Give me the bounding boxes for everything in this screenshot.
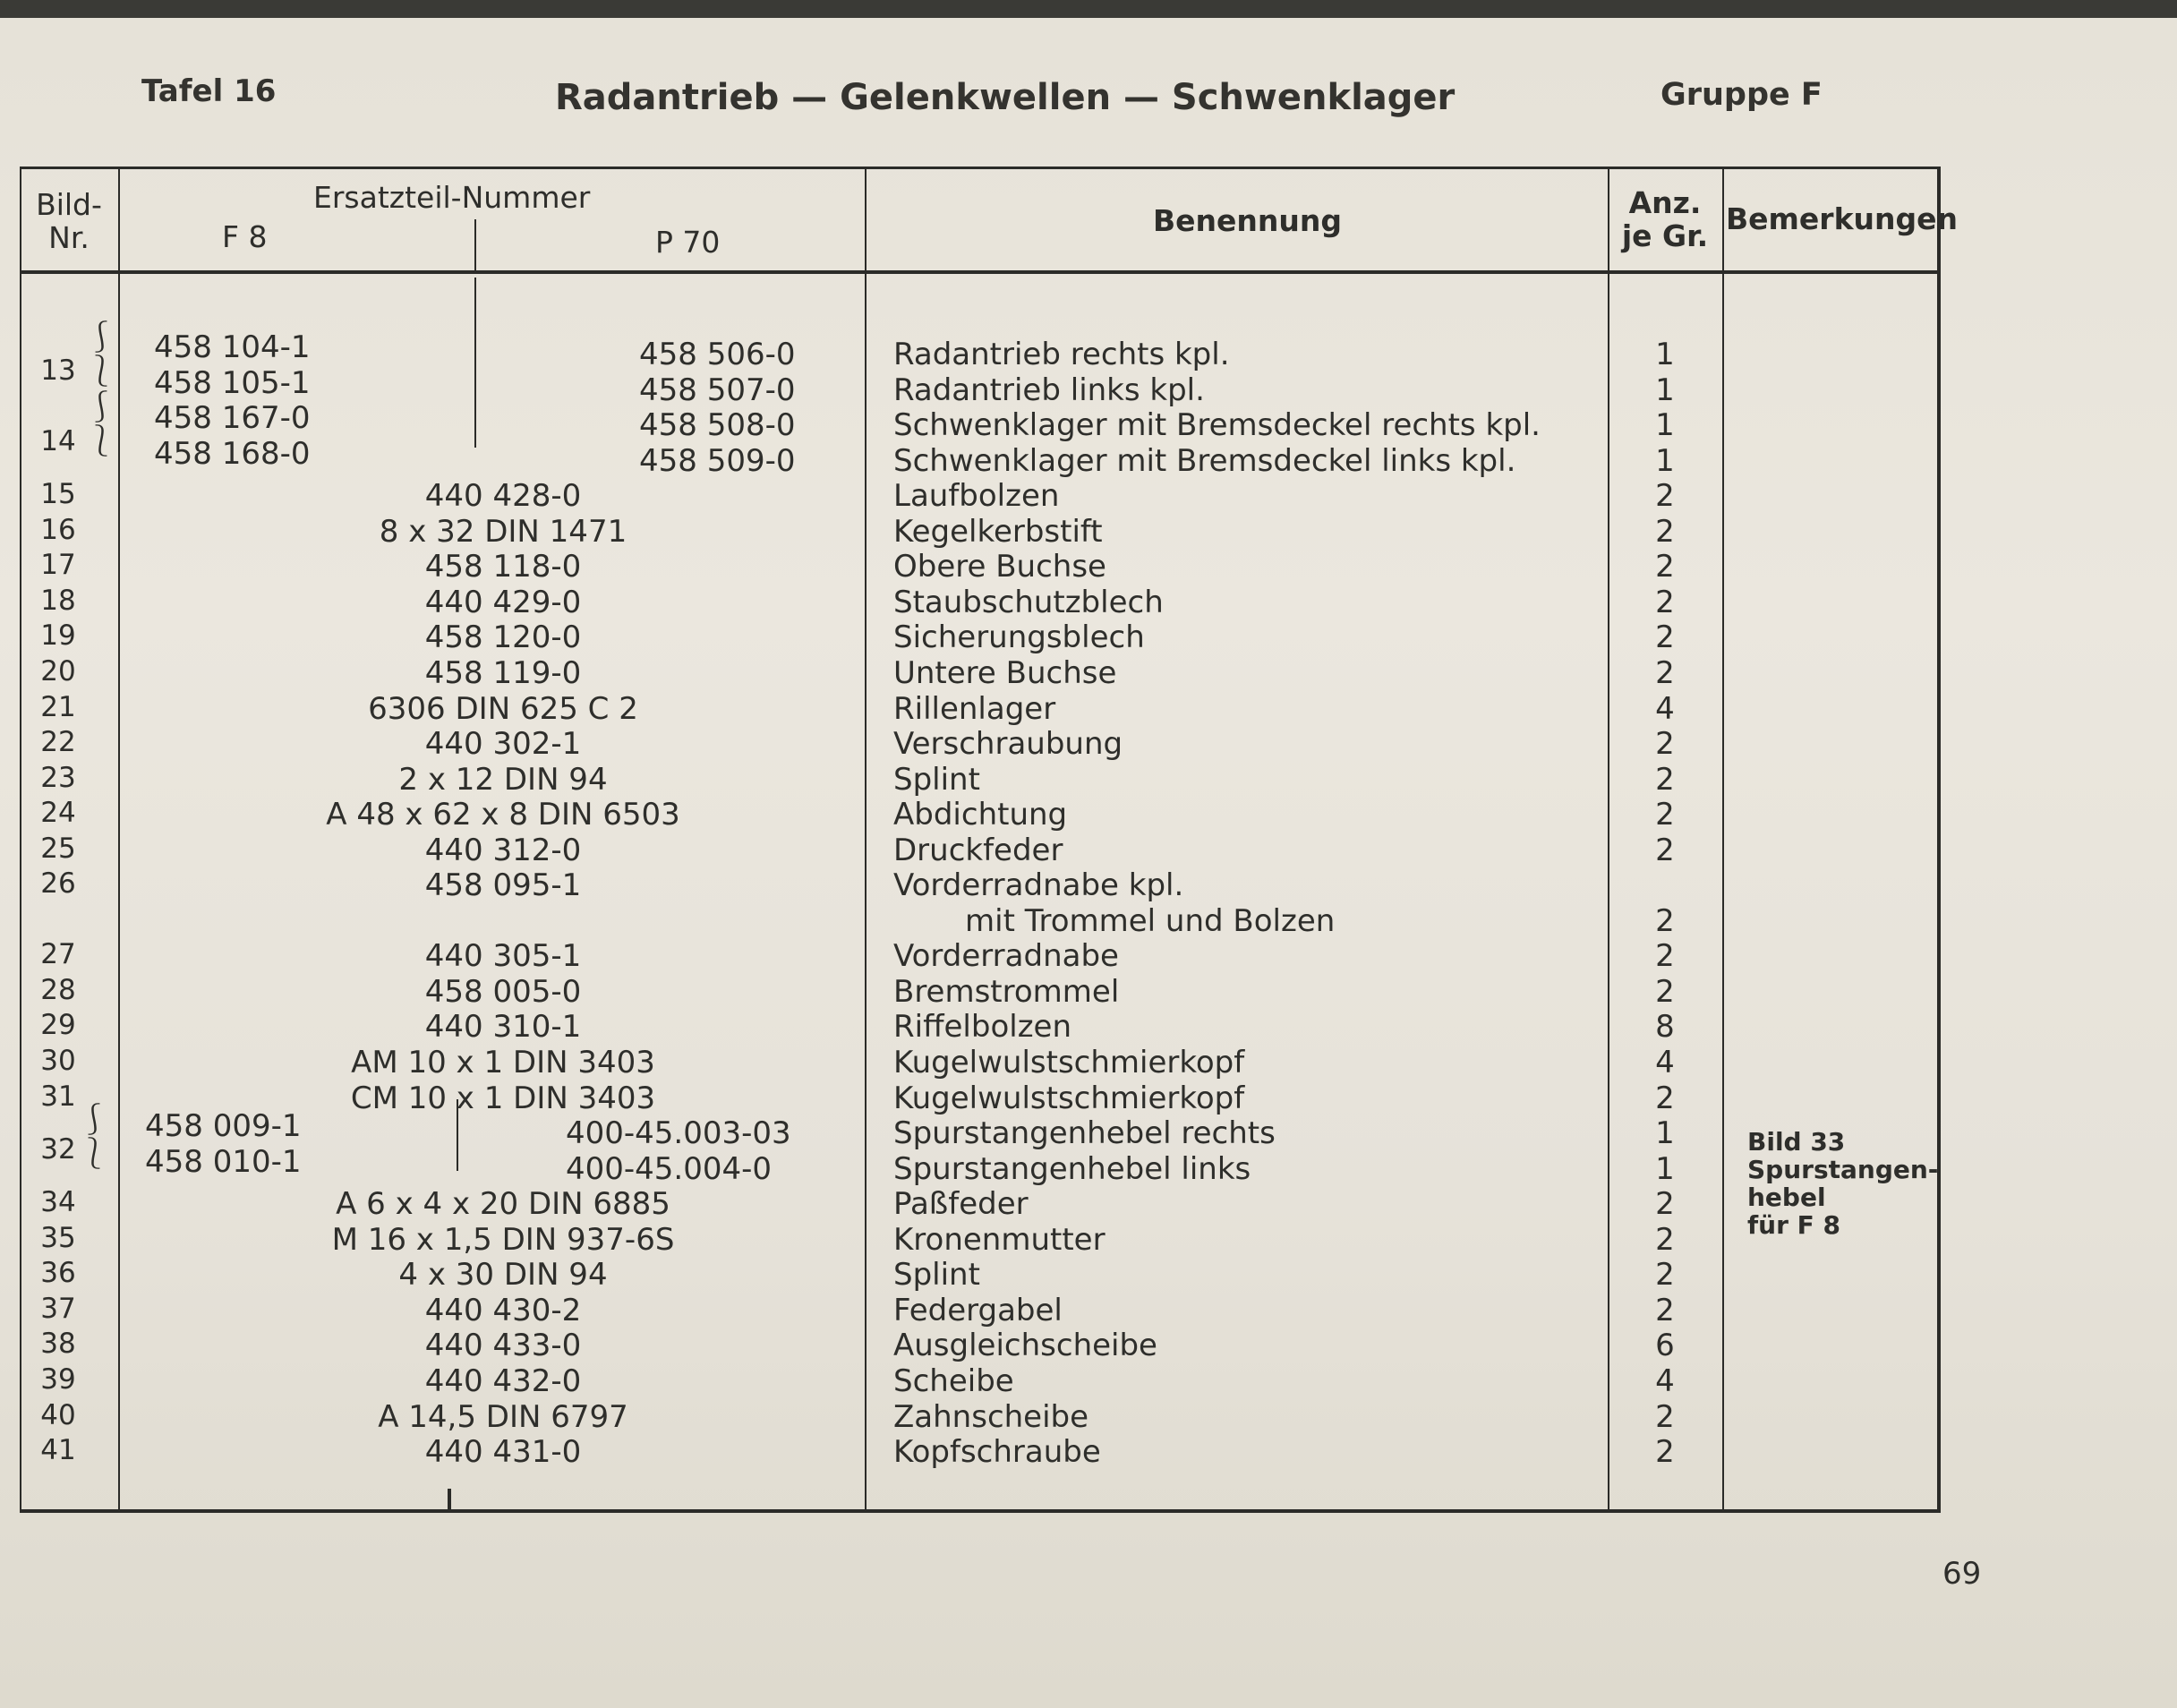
bild-nr: 15 (40, 478, 76, 511)
part-number: 458 120-0 (424, 619, 582, 656)
bild-nr: 37 (40, 1292, 76, 1325)
quantity: 1 (1655, 371, 1675, 408)
part-name: Federgabel (893, 1292, 1063, 1328)
group-label: Gruppe F (1660, 77, 1823, 113)
quantity: 4 (1655, 1362, 1675, 1399)
part-number: 440 429-0 (424, 584, 582, 620)
part-number: M 16 x 1,5 DIN 937-6S (331, 1221, 675, 1258)
part-name: Radantrieb rechts kpl. (893, 337, 1230, 372)
col-header-bemerkungen: Bemerkungen (1726, 201, 1959, 236)
bild-nr: 41 (40, 1434, 76, 1467)
part-number-f8: 458 009-1 (145, 1108, 302, 1145)
col-header-bild-nr (36, 188, 102, 254)
table-label: Tafel 16 (141, 73, 277, 109)
part-name: Druckfeder (893, 832, 1063, 868)
part-number-p70: 458 507-0 (639, 371, 796, 408)
part-number-f8: 458 105-1 (154, 364, 311, 401)
part-number: A 6 x 4 x 20 DIN 6885 (336, 1186, 670, 1223)
brace-32: ⎰ ⎱ (79, 1102, 109, 1172)
quantity: 2 (1655, 902, 1675, 939)
part-name: Riffelbolzen (893, 1009, 1072, 1046)
bild-nr: 30 (40, 1045, 76, 1077)
bild-nr: 34 (40, 1186, 76, 1219)
col-divider-f8-p70-13-14 (474, 278, 476, 448)
part-number: A 14,5 DIN 6797 (378, 1398, 628, 1435)
col-divider-bild (118, 167, 120, 1510)
part-number: 4 x 30 DIN 94 (398, 1257, 608, 1294)
bild-nr: 20 (40, 654, 76, 687)
part-number-p70: 458 508-0 (639, 407, 796, 444)
quantity: 6 (1655, 1328, 1675, 1364)
part-number-f8: 458 168-0 (154, 435, 311, 472)
part-name: Kronenmutter (893, 1221, 1106, 1258)
col-divider-bemerkungen (1722, 167, 1724, 1510)
bild-nr: 22 (40, 726, 76, 759)
part-name: Kugelwulstschmierkopf (893, 1080, 1245, 1116)
part-name: Zahnscheibe (893, 1398, 1089, 1435)
remark-bild-33 (1747, 1128, 1938, 1239)
bild-nr: 31 (40, 1080, 76, 1113)
bild-nr: 36 (40, 1257, 76, 1290)
quantity: 2 (1655, 1186, 1675, 1223)
quantity: 1 (1655, 337, 1675, 372)
quantity: 2 (1655, 654, 1675, 691)
col-header-anzahl-line1: Anz. (1628, 185, 1702, 220)
quantity: 2 (1655, 549, 1675, 585)
remark-line2: Spurstangen- (1747, 1155, 1939, 1184)
part-number: 8 x 32 DIN 1471 (379, 513, 627, 550)
quantity: 2 (1655, 1292, 1675, 1328)
part-name: Spurstangenhebel rechts (893, 1115, 1276, 1152)
header-divider (20, 270, 1939, 274)
part-number: 440 432-0 (424, 1362, 582, 1399)
col-header-p70: P 70 (655, 225, 721, 260)
part-name: Splint (893, 761, 980, 798)
part-number: 440 302-1 (424, 726, 582, 763)
bild-nr: 13 (40, 354, 76, 387)
bild-nr: 29 (40, 1009, 76, 1042)
bild-nr: 39 (40, 1362, 76, 1396)
quantity: 2 (1655, 1434, 1675, 1471)
part-name: Paßfeder (893, 1186, 1029, 1223)
quantity: 2 (1655, 726, 1675, 763)
part-name: Kegelkerbstift (893, 513, 1103, 550)
page-title: Radantrieb — Gelenkwellen — Schwenklager (555, 77, 1456, 118)
part-number: 440 433-0 (424, 1328, 582, 1364)
part-name: Kugelwulstschmierkopf (893, 1045, 1245, 1080)
part-number-p70: 400-45.004-0 (566, 1150, 773, 1187)
col-header-benennung: Benennung (1153, 203, 1343, 238)
quantity: 1 (1655, 407, 1675, 444)
part-number-f8: 458 104-1 (154, 329, 311, 365)
part-number: 458 119-0 (424, 654, 582, 691)
bild-nr: 35 (40, 1221, 76, 1254)
col-header-ersatzteil: Ersatzteil-Nummer (313, 180, 591, 215)
quantity: 8 (1655, 1009, 1675, 1046)
bild-nr: 32 (40, 1133, 76, 1166)
remark-line1: Bild 33 (1747, 1127, 1846, 1157)
quantity: 2 (1655, 797, 1675, 833)
bild-nr: 24 (40, 797, 76, 830)
col-header-anzahl-line2: je Gr. (1621, 218, 1709, 253)
part-number: 458 118-0 (424, 549, 582, 585)
part-number-f8: 458 010-1 (145, 1143, 302, 1180)
part-number-p70: 400-45.003-03 (566, 1115, 791, 1152)
part-number: 440 430-2 (424, 1292, 582, 1328)
part-number: 458 005-0 (424, 973, 582, 1010)
bild-nr: 21 (40, 690, 76, 723)
quantity: 2 (1655, 832, 1675, 868)
bild-nr: 23 (40, 761, 76, 794)
remark-line4: für F 8 (1747, 1210, 1841, 1240)
brace-14: ⎰ ⎱ (86, 389, 116, 459)
part-name: Abdichtung (893, 797, 1068, 833)
part-number-p70: 458 506-0 (639, 337, 796, 372)
part-name: Spurstangenhebel links (893, 1150, 1251, 1187)
quantity: 4 (1655, 690, 1675, 727)
col-divider-anzahl (1608, 167, 1609, 1510)
page-number: 69 (1942, 1556, 1982, 1592)
quantity: 2 (1655, 1257, 1675, 1294)
part-number: CM 10 x 1 DIN 3403 (350, 1080, 656, 1116)
bottom-tick-mark (448, 1489, 451, 1512)
quantity: 2 (1655, 973, 1675, 1010)
col-header-bild-line1: Bild- (36, 187, 102, 222)
brace-13: ⎰ ⎱ (86, 320, 116, 389)
part-name: Kopfschraube (893, 1434, 1101, 1471)
part-name: Radantrieb links kpl. (893, 371, 1205, 408)
quantity: 2 (1655, 513, 1675, 550)
part-name: Obere Buchse (893, 549, 1106, 585)
part-name: Sicherungsblech (893, 619, 1145, 656)
part-number: 2 x 12 DIN 94 (398, 761, 608, 798)
bild-nr: 16 (40, 513, 76, 546)
bild-nr: 38 (40, 1328, 76, 1361)
bild-nr: 14 (40, 425, 76, 458)
part-name: mit Trommel und Bolzen (965, 902, 1336, 939)
bild-nr: 18 (40, 584, 76, 617)
col-divider-parts (865, 167, 867, 1510)
part-number-f8: 458 167-0 (154, 400, 311, 437)
quantity: 4 (1655, 1045, 1675, 1080)
col-header-f8: F 8 (222, 219, 268, 254)
quantity: 2 (1655, 1221, 1675, 1258)
part-number-p70: 458 509-0 (639, 442, 796, 479)
part-number: 440 305-1 (424, 938, 582, 975)
col-header-bild-line2: Nr. (48, 220, 90, 255)
bild-nr: 40 (40, 1398, 76, 1431)
part-name: Splint (893, 1257, 980, 1294)
remark-line3: hebel (1747, 1183, 1826, 1212)
part-number: AM 10 x 1 DIN 3403 (351, 1045, 655, 1080)
part-number: 440 310-1 (424, 1009, 582, 1046)
col-header-anzahl (1611, 186, 1719, 252)
part-name: Bremstrommel (893, 973, 1120, 1010)
document-page (0, 18, 2177, 1708)
part-name: Vorderradnabe kpl. (893, 867, 1184, 904)
quantity: 2 (1655, 761, 1675, 798)
part-name: Scheibe (893, 1362, 1014, 1399)
quantity: 1 (1655, 442, 1675, 479)
quantity: 2 (1655, 619, 1675, 656)
bild-nr: 25 (40, 832, 76, 865)
quantity: 1 (1655, 1150, 1675, 1187)
part-name: Schwenklager mit Bremsdeckel links kpl. (893, 442, 1516, 479)
part-name: Untere Buchse (893, 654, 1117, 691)
quantity: 2 (1655, 1080, 1675, 1116)
bild-nr: 27 (40, 938, 76, 971)
part-name: Rillenlager (893, 690, 1056, 727)
part-number: 458 095-1 (424, 867, 582, 904)
part-name: Ausgleichscheibe (893, 1328, 1157, 1364)
bild-nr: 19 (40, 619, 76, 653)
part-number: 440 431-0 (424, 1434, 582, 1471)
part-number: 6306 DIN 625 C 2 (368, 690, 638, 727)
part-name: Laufbolzen (893, 478, 1060, 515)
part-name: Vorderradnabe (893, 938, 1119, 975)
col-divider-f8-p70-header (474, 219, 476, 270)
part-name: Verschraubung (893, 726, 1123, 763)
bild-nr: 26 (40, 867, 76, 901)
part-number: 440 428-0 (424, 478, 582, 515)
bild-nr: 28 (40, 973, 76, 1006)
bild-nr: 17 (40, 549, 76, 582)
part-name: Schwenklager mit Bremsdeckel rechts kpl. (893, 407, 1541, 444)
part-number: A 48 x 62 x 8 DIN 6503 (326, 797, 680, 833)
quantity: 2 (1655, 478, 1675, 515)
quantity: 1 (1655, 1115, 1675, 1152)
part-number: 440 312-0 (424, 832, 582, 868)
part-name: Staubschutzblech (893, 584, 1164, 620)
quantity: 2 (1655, 1398, 1675, 1435)
quantity: 2 (1655, 938, 1675, 975)
quantity: 2 (1655, 584, 1675, 620)
